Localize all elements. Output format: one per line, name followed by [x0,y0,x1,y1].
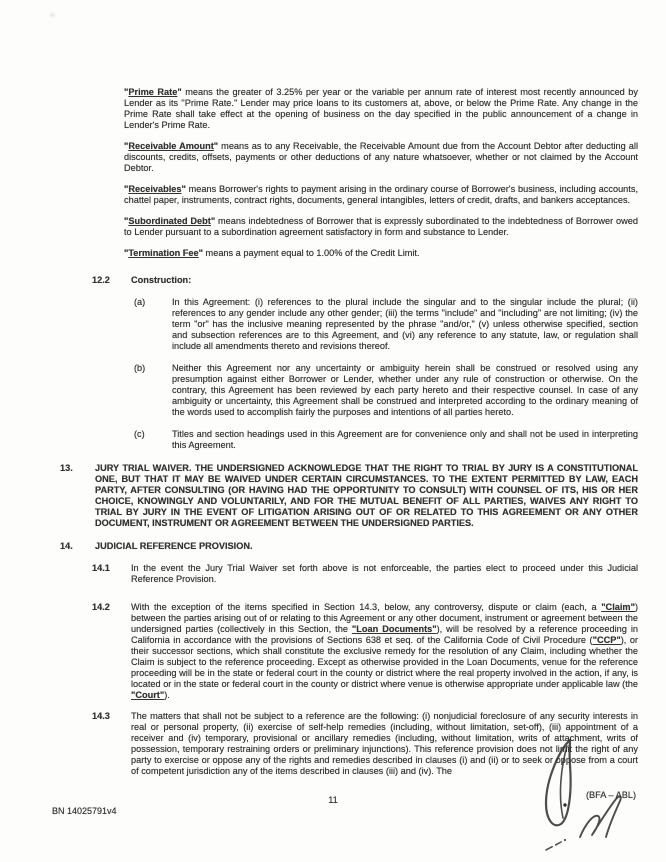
definition-termination-fee: "Termination Fee" means a payment equal to 1.00% of the Credit Limit. [124,248,420,258]
definition-receivable-amount: "Receivable Amount" means as to any Receivable, the Receivable Amount due from the Account Debtor after deducting all discounts, credits, offsets, payments or other deductions of any nature whatsoever, whether or not claimed by the Account Debtor. [124,141,638,173]
section-14-1-text: In the event the Jury Trial Waiver set forth above is not enforceable, the parties elect to proceed under this Judicial Reference Provision. [131,563,638,584]
definition-subordinated-debt: "Subordinated Debt" means indebtedness of Borrower that is expressly subordinated to the indebtedness of Borrower owed to Lender pursuant to a subordination agreement satisfactory in form and substance to Lender. [124,216,638,237]
construction-item-a [134,297,638,352]
definition-prime-rate: "Prime Rate" means the greater of 3.25% per year or the variable per annum rate of interest most recently announced by Lender as its "Prime Rate." Lender may price loans to its customers at, above, or below the Prime Rate. Any change in the Prime Rate shall take effect at the opening of business on the day specified in the public announcement of a change in Lender's Prime Rate. [124,87,638,130]
section-14-2 [92,602,638,701]
section-12-2-heading: Construction: [131,275,192,285]
section-12-2-number: 12.2 [92,275,110,285]
construction-items [131,297,638,451]
item-label: (a) [134,297,146,307]
definition-receivables: "Receivables" means Borrower's rights to payment arising in the ordinary course of Borrower's business, including accounts, chattel paper, instruments, contract rights, documents, general intangibles, letters of credit, drafts, and bankers acceptances. [124,184,638,205]
section-13-jury-trial-waiver [60,463,638,529]
item-text: In this Agreement: (i) references to the plural include the singular and to the singular include the plural; (ii) references to any gender include any other gender; (iii) the terms "include" and "including" are not limiting; (iv) the term "or" has the inclusive meaning represented by the phrase "and/or," (v) unless otherwise specified, section and subsection references are to this Agreement, and (vi) any reference to any statute, law, or regulation shall include all amendments thereto and revisions thereof. [172,297,638,351]
signature-loop [546,740,571,825]
section-12-2 [92,275,638,286]
item-text: Titles and section headings used in this Agreement are for convenience only and shall not be used in interpreting this Agreement. [172,429,638,450]
signature-dash-dot [564,839,566,841]
section-14-number: 14. [60,541,73,551]
item-label: (b) [134,363,146,373]
footer-stamp: (BFA – ABL) [585,790,636,800]
scan-smudge [50,13,55,17]
signature-loop-inner [560,746,567,818]
section-14-judicial-reference [60,541,638,552]
section-14-3-number: 14.3 [92,711,110,721]
section-14-1 [92,563,638,585]
construction-item-c [134,429,638,451]
signature-dot [563,803,566,806]
signature-flourish [580,797,621,837]
signature-dash [546,842,561,850]
section-13-text: JURY TRIAL WAIVER. THE UNDERSIGNED ACKNOWLEDGE THAT THE RIGHT TO TRIAL BY JURY IS A CONSTITUTIONAL ONE, BUT THAT IT MAY BE WAIVED UNDER CERTAIN CIRCUMSTANCES. TO THE EXTENT PERMITTED BY LAW, EACH PARTY, AFTER CONSULTING (OR HAVING HAD THE OPPORTUNITY TO CONSULT) WITH COUNSEL OF ITS, HIS OR HER CHOICE, KNOWINGLY AND VOLUNTARILY, AND FOR THE MUTUAL BENEFIT OF ALL PARTIES, WAIVES ANY RIGHT TO TRIAL BY JURY IN THE EVENT OF LITIGATION ARISING OUT OF OR RELATED TO THIS AGREEMENT OR ANY OTHER DOCUMENT, INSTRUMENT OR AGREEMENT BETWEEN THE UNDERSIGNED PARTIES. [95,463,639,528]
section-14-1-number: 14.1 [92,563,110,573]
section-14-2-number: 14.2 [92,602,110,612]
signature-scribble [536,737,636,857]
section-13-number: 13. [60,463,73,473]
page-content [0,87,666,777]
section-14-3-text: The matters that shall not be subject to a reference are the following: (i) nonjudicial foreclosure of any security interests in real or personal property, (ii) exercise of self-help remedies (including, without limitation, set-off), (iii) appointment of a receiver and (iv) temporary, provisional or ancillary remedies (including, without limitation, writs of attachment, writs of possession, temporary restraining orders or preliminary injunctions). This reference provision does not limit the right of any party to exercise or oppose any of the rights and remedies described in clauses (i) and (ii) or to seek or oppose from a court of competent jurisdiction any of the items described in clauses (iii) and (iv). The [131,711,638,776]
item-text: Neither this Agreement nor any uncertainty or ambiguity herein shall be construed or resolved using any presumption against either Borrower or Lender, whether under any rule of construction or otherwise. On the contrary, this Agreement has been reviewed by each party hereto and their respective counsel. In case of any ambiguity or uncertainty, this Agreement shall be construed and interpreted according to the ordinary meaning of the words used to accomplish fairly the purposes and intentions of all parties hereto. [172,363,638,417]
construction-item-b [134,363,638,418]
section-14-2-text: With the exception of the items specified in Section 14.3, below, any controversy, dispute or claim (each, a "Claim") between the parties arising out of or relating to this Agreement or any other document, instrument or agreement between the undersigned parties (collectively in this Section, the "Loan Documents"), will be resolved by a reference proceeding in California in accordance with the provisions of Sections 638 et seq. of the California Code of Civil Procedure ("CCP"), or their successor sections, which shall constitute the exclusive remedy for the resolution of any Claim, including whether the Claim is subject to the reference proceeding. Except as otherwise provided in the Loan Documents, venue for the reference proceeding will be in the state or federal court in the county or district where the real property involved in the action, if any, is located or in the state or federal court in the county or district where venue is otherwise appropriate under applicable law (the "Court"). [131,602,638,700]
item-label: (c) [134,429,145,439]
document-id: BN 14025791v4 [52,806,117,816]
section-14-heading: JUDICIAL REFERENCE PROVISION. [95,541,253,551]
page-number: 11 [328,795,338,805]
